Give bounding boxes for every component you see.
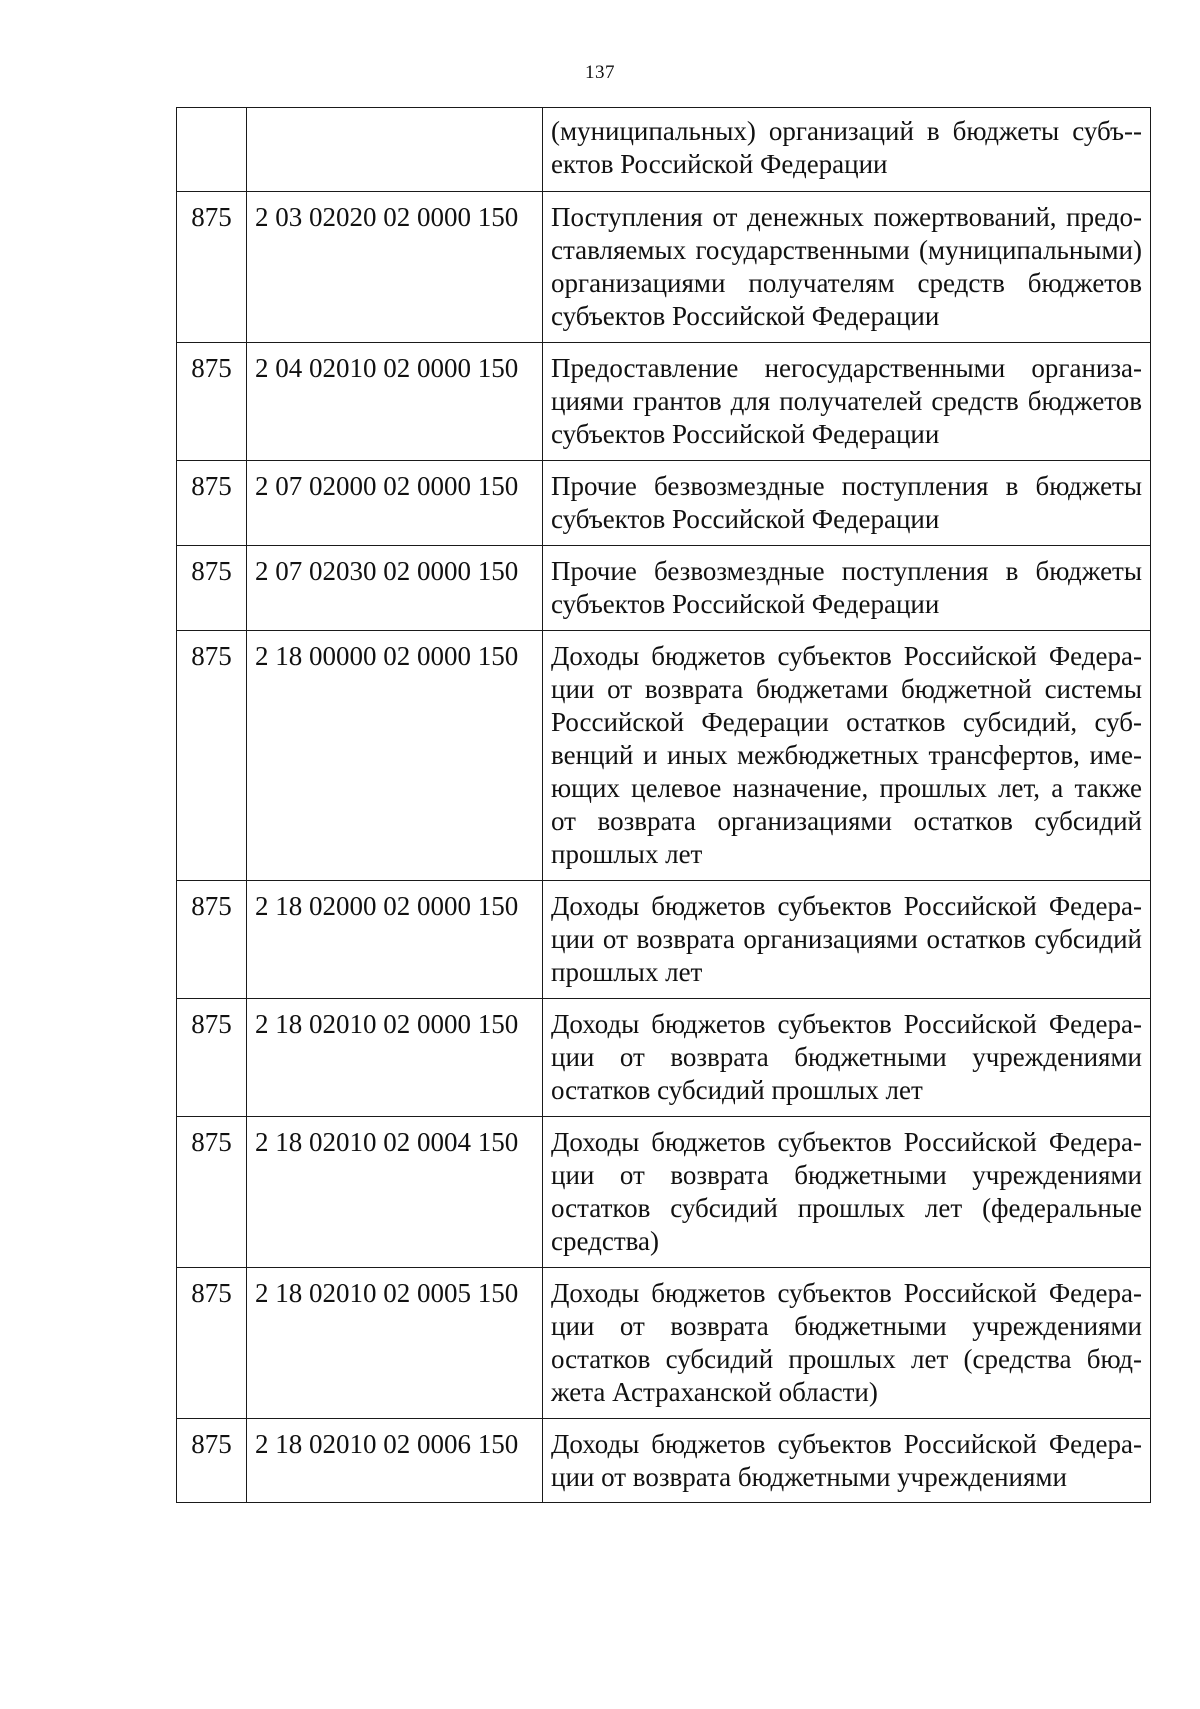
- admin-code-cell: 875: [177, 192, 247, 343]
- budget-code-cell: 2 18 02010 02 0004 150: [247, 1117, 543, 1268]
- budget-codes-table: [176, 107, 1151, 1503]
- budget-code-cell: 2 18 02010 02 0005 150: [247, 1268, 543, 1419]
- admin-code-cell: 875: [177, 999, 247, 1117]
- admin-code-cell: [177, 108, 247, 192]
- table-row: [177, 343, 1151, 461]
- table-row: [177, 461, 1151, 546]
- admin-code-cell: 875: [177, 1268, 247, 1419]
- description-cell: Предоставление негосударственными организациями грантов для получателей средств бюджетов субъектов Российской Федерации: [543, 343, 1151, 461]
- budget-code-cell: [247, 108, 543, 192]
- budget-code-cell: 2 07 02000 02 0000 150: [247, 461, 543, 546]
- table-row: [177, 1419, 1151, 1503]
- description-cell: Поступления от денежных пожертвований, предоставляемых государственными (муниципальными) организациями получателям средств бюджетов субъектов Российской Федерации: [543, 192, 1151, 343]
- description-cell: Прочие безвозмездные поступления в бюджеты субъектов Российской Федерации: [543, 546, 1151, 631]
- admin-code-cell: 875: [177, 881, 247, 999]
- description-cell: Доходы бюджетов субъектов Российской Федерации от возврата бюджетами бюджетной системы Российской Федерации остатков субсидий, субвенций и иных межбюджетных трансфертов, имеющих целевое назначение, прошлых лет, а также от возврата организациями остатков субсидий прошлых лет: [543, 631, 1151, 881]
- admin-code-cell: 875: [177, 631, 247, 881]
- table-row: [177, 546, 1151, 631]
- budget-code-cell: 2 07 02030 02 0000 150: [247, 546, 543, 631]
- admin-code-cell: 875: [177, 1419, 247, 1503]
- table-row-continuation: [177, 108, 1151, 192]
- budget-code-cell: 2 18 02010 02 0000 150: [247, 999, 543, 1117]
- budget-code-cell: 2 03 02020 02 0000 150: [247, 192, 543, 343]
- budget-code-cell: 2 18 02000 02 0000 150: [247, 881, 543, 999]
- description-cell: Прочие безвозмездные поступления в бюджеты субъектов Российской Федерации: [543, 461, 1151, 546]
- admin-code-cell: 875: [177, 343, 247, 461]
- admin-code-cell: 875: [177, 461, 247, 546]
- admin-code-cell: 875: [177, 1117, 247, 1268]
- table-row: [177, 999, 1151, 1117]
- page-number: 137: [585, 62, 615, 83]
- table-row: [177, 1268, 1151, 1419]
- budget-code-cell: 2 18 00000 02 0000 150: [247, 631, 543, 881]
- description-cell: Доходы бюджетов субъектов Российской Федерации от возврата бюджетными учреждениями остатков субсидий прошлых лет: [543, 999, 1151, 1117]
- description-cell: Доходы бюджетов субъектов Российской Федерации от возврата бюджетными учреждениями остатков субсидий прошлых лет (федеральные средства): [543, 1117, 1151, 1268]
- description-cell: (муниципальных) организаций в бюджеты субъ-ектов Российской Федерации: [543, 108, 1151, 192]
- description-cell: Доходы бюджетов субъектов Российской Федерации от возврата бюджетными учреждениями: [543, 1419, 1151, 1503]
- description-cell: Доходы бюджетов субъектов Российской Федерации от возврата организациями остатков субсидий прошлых лет: [543, 881, 1151, 999]
- table-row: [177, 192, 1151, 343]
- description-cell: Доходы бюджетов субъектов Российской Федерации от возврата бюджетными учреждениями остатков субсидий прошлых лет (средства бюджета Астраханской области): [543, 1268, 1151, 1419]
- table-row: [177, 631, 1151, 881]
- budget-code-cell: 2 04 02010 02 0000 150: [247, 343, 543, 461]
- table-row: [177, 1117, 1151, 1268]
- table-row: [177, 881, 1151, 999]
- budget-code-cell: 2 18 02010 02 0006 150: [247, 1419, 543, 1503]
- admin-code-cell: 875: [177, 546, 247, 631]
